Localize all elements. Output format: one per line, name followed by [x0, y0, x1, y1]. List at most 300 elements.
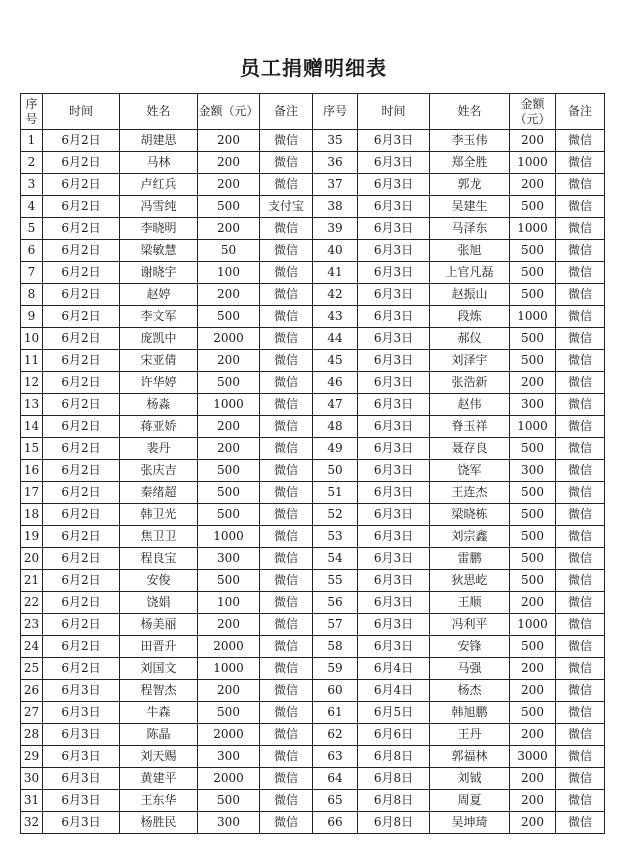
cell-name: 谢晓宇: [120, 262, 198, 284]
cell-time: 6月3日: [358, 218, 430, 240]
cell-amount: 200: [510, 174, 556, 196]
cell-time: 6月3日: [358, 152, 430, 174]
cell-seq: 47: [313, 394, 358, 416]
cell-time: 6月3日: [358, 350, 430, 372]
cell-seq: 12: [21, 372, 43, 394]
cell-note: 微信: [260, 262, 313, 284]
cell-name: 张浩新: [430, 372, 510, 394]
cell-note: 微信: [556, 284, 605, 306]
cell-time: 6月3日: [358, 130, 430, 152]
cell-seq: 35: [313, 130, 358, 152]
cell-time: 6月3日: [358, 196, 430, 218]
table-row: [21, 526, 605, 548]
cell-name: 饶军: [430, 460, 510, 482]
cell-time: 6月3日: [358, 460, 430, 482]
cell-note: 微信: [556, 548, 605, 570]
cell-time: 6月3日: [43, 790, 120, 812]
cell-name: 脊玉祥: [430, 416, 510, 438]
cell-name: 张旭: [430, 240, 510, 262]
table-row: [21, 504, 605, 526]
cell-note: 微信: [260, 746, 313, 768]
cell-name: 上官凡磊: [430, 262, 510, 284]
cell-time: 6月3日: [43, 702, 120, 724]
cell-time: 6月2日: [43, 592, 120, 614]
cell-seq: 11: [21, 350, 43, 372]
cell-note: 微信: [556, 306, 605, 328]
cell-note: 微信: [260, 218, 313, 240]
cell-name: 狄思屹: [430, 570, 510, 592]
cell-time: 6月3日: [358, 174, 430, 196]
cell-amount: 500: [198, 702, 260, 724]
cell-amount: 300: [510, 394, 556, 416]
cell-time: 6月2日: [43, 240, 120, 262]
cell-amount: 200: [198, 416, 260, 438]
cell-note: 微信: [260, 504, 313, 526]
header-name: 姓名: [120, 94, 198, 130]
cell-name: 郭福林: [430, 746, 510, 768]
cell-note: 微信: [260, 724, 313, 746]
cell-name: 马泽东: [430, 218, 510, 240]
cell-seq: 52: [313, 504, 358, 526]
cell-name: 安锋: [430, 636, 510, 658]
cell-seq: 53: [313, 526, 358, 548]
cell-seq: 19: [21, 526, 43, 548]
cell-time: 6月2日: [43, 218, 120, 240]
cell-note: 微信: [556, 658, 605, 680]
cell-amount: 200: [198, 680, 260, 702]
cell-seq: 7: [21, 262, 43, 284]
cell-amount: 100: [198, 262, 260, 284]
cell-seq: 14: [21, 416, 43, 438]
cell-seq: 1: [21, 130, 43, 152]
cell-amount: 200: [510, 680, 556, 702]
cell-note: 微信: [556, 262, 605, 284]
cell-seq: 59: [313, 658, 358, 680]
cell-name: 刘宗鑫: [430, 526, 510, 548]
cell-seq: 44: [313, 328, 358, 350]
cell-note: 微信: [556, 240, 605, 262]
cell-seq: 65: [313, 790, 358, 812]
table-row: [21, 746, 605, 768]
cell-time: 6月3日: [358, 570, 430, 592]
cell-note: 微信: [260, 438, 313, 460]
cell-note: 微信: [556, 504, 605, 526]
cell-note: 微信: [556, 152, 605, 174]
cell-note: 支付宝: [260, 196, 313, 218]
cell-amount: 200: [198, 218, 260, 240]
cell-name: 刘泽宇: [430, 350, 510, 372]
cell-time: 6月8日: [358, 768, 430, 790]
cell-time: 6月3日: [43, 680, 120, 702]
cell-name: 陈晶: [120, 724, 198, 746]
cell-time: 6月3日: [358, 636, 430, 658]
cell-time: 6月3日: [358, 482, 430, 504]
cell-time: 6月2日: [43, 284, 120, 306]
header-name-2: 姓名: [430, 94, 510, 130]
cell-note: 微信: [260, 350, 313, 372]
cell-seq: 60: [313, 680, 358, 702]
cell-time: 6月2日: [43, 306, 120, 328]
cell-amount: 300: [198, 548, 260, 570]
cell-seq: 42: [313, 284, 358, 306]
cell-amount: 2000: [198, 724, 260, 746]
cell-time: 6月2日: [43, 152, 120, 174]
cell-note: 微信: [556, 526, 605, 548]
cell-time: 6月8日: [358, 746, 430, 768]
cell-note: 微信: [260, 174, 313, 196]
cell-time: 6月2日: [43, 614, 120, 636]
table-row: [21, 812, 605, 834]
cell-seq: 66: [313, 812, 358, 834]
cell-amount: 500: [198, 306, 260, 328]
cell-name: 梁晓栋: [430, 504, 510, 526]
cell-seq: 23: [21, 614, 43, 636]
cell-seq: 8: [21, 284, 43, 306]
cell-note: 微信: [260, 658, 313, 680]
cell-name: 宋亚倩: [120, 350, 198, 372]
cell-note: 微信: [556, 702, 605, 724]
cell-name: 赵振山: [430, 284, 510, 306]
table-row: [21, 614, 605, 636]
cell-seq: 10: [21, 328, 43, 350]
cell-amount: 300: [510, 460, 556, 482]
cell-seq: 36: [313, 152, 358, 174]
cell-time: 6月2日: [43, 130, 120, 152]
cell-seq: 13: [21, 394, 43, 416]
cell-name: 饶娟: [120, 592, 198, 614]
cell-note: 微信: [260, 768, 313, 790]
cell-note: 微信: [260, 328, 313, 350]
cell-time: 6月3日: [358, 592, 430, 614]
cell-note: 微信: [260, 372, 313, 394]
header-seq: 序号: [21, 94, 43, 130]
cell-name: 刘天赐: [120, 746, 198, 768]
cell-note: 微信: [260, 548, 313, 570]
cell-amount: 500: [510, 526, 556, 548]
cell-note: 微信: [260, 394, 313, 416]
cell-time: 6月3日: [358, 262, 430, 284]
cell-name: 秦绪超: [120, 482, 198, 504]
cell-amount: 2000: [198, 768, 260, 790]
table-row: [21, 262, 605, 284]
cell-amount: 200: [198, 350, 260, 372]
cell-seq: 26: [21, 680, 43, 702]
cell-name: 牛森: [120, 702, 198, 724]
cell-seq: 63: [313, 746, 358, 768]
cell-name: 吴建生: [430, 196, 510, 218]
cell-name: 雷鹏: [430, 548, 510, 570]
cell-amount: 500: [198, 460, 260, 482]
cell-name: 程良宝: [120, 548, 198, 570]
cell-note: 微信: [260, 570, 313, 592]
cell-note: 微信: [260, 592, 313, 614]
cell-seq: 57: [313, 614, 358, 636]
cell-time: 6月2日: [43, 350, 120, 372]
cell-amount: 500: [510, 438, 556, 460]
cell-name: 郝仪: [430, 328, 510, 350]
cell-name: 黄建平: [120, 768, 198, 790]
cell-time: 6月3日: [358, 548, 430, 570]
cell-seq: 46: [313, 372, 358, 394]
cell-time: 6月8日: [358, 812, 430, 834]
cell-name: 王连杰: [430, 482, 510, 504]
cell-time: 6月8日: [358, 790, 430, 812]
cell-note: 微信: [260, 812, 313, 834]
cell-seq: 45: [313, 350, 358, 372]
table-row: [21, 416, 605, 438]
cell-note: 微信: [556, 196, 605, 218]
cell-seq: 5: [21, 218, 43, 240]
table-row: [21, 790, 605, 812]
cell-note: 微信: [260, 526, 313, 548]
cell-name: 吴坤琦: [430, 812, 510, 834]
cell-seq: 17: [21, 482, 43, 504]
header-amount-2: 金额（元）: [510, 94, 556, 130]
table-row: [21, 174, 605, 196]
cell-name: 韩卫光: [120, 504, 198, 526]
cell-time: 6月2日: [43, 174, 120, 196]
cell-seq: 61: [313, 702, 358, 724]
cell-time: 6月3日: [43, 746, 120, 768]
cell-amount: 1000: [510, 306, 556, 328]
cell-note: 微信: [556, 790, 605, 812]
cell-seq: 27: [21, 702, 43, 724]
cell-name: 韩旭鹏: [430, 702, 510, 724]
cell-amount: 500: [510, 262, 556, 284]
cell-time: 6月2日: [43, 570, 120, 592]
cell-amount: 500: [510, 504, 556, 526]
cell-name: 聂存良: [430, 438, 510, 460]
cell-time: 6月2日: [43, 548, 120, 570]
cell-amount: 100: [198, 592, 260, 614]
cell-name: 许华婷: [120, 372, 198, 394]
cell-seq: 43: [313, 306, 358, 328]
cell-amount: 1000: [510, 218, 556, 240]
table-row: [21, 328, 605, 350]
cell-note: 微信: [556, 746, 605, 768]
cell-seq: 30: [21, 768, 43, 790]
cell-amount: 500: [198, 482, 260, 504]
cell-note: 微信: [556, 812, 605, 834]
header-row: [21, 94, 605, 130]
cell-amount: 500: [198, 504, 260, 526]
cell-seq: 2: [21, 152, 43, 174]
cell-seq: 28: [21, 724, 43, 746]
header-seq-2: 序号: [313, 94, 358, 130]
cell-note: 微信: [556, 328, 605, 350]
cell-note: 微信: [556, 174, 605, 196]
cell-name: 李文军: [120, 306, 198, 328]
cell-amount: 1000: [198, 658, 260, 680]
cell-amount: 200: [510, 592, 556, 614]
cell-name: 王丹: [430, 724, 510, 746]
header-note-2: 备注: [556, 94, 605, 130]
cell-seq: 20: [21, 548, 43, 570]
cell-name: 胡建思: [120, 130, 198, 152]
cell-seq: 21: [21, 570, 43, 592]
cell-time: 6月2日: [43, 196, 120, 218]
table-row: [21, 636, 605, 658]
cell-time: 6月3日: [358, 328, 430, 350]
cell-amount: 500: [510, 196, 556, 218]
cell-amount: 2000: [198, 636, 260, 658]
cell-seq: 40: [313, 240, 358, 262]
cell-name: 王东华: [120, 790, 198, 812]
cell-amount: 1000: [510, 416, 556, 438]
cell-amount: 1000: [198, 394, 260, 416]
cell-amount: 200: [198, 130, 260, 152]
cell-name: 程智杰: [120, 680, 198, 702]
cell-time: 6月2日: [43, 262, 120, 284]
cell-time: 6月3日: [43, 812, 120, 834]
cell-seq: 4: [21, 196, 43, 218]
cell-amount: 200: [198, 614, 260, 636]
table-row: [21, 130, 605, 152]
cell-note: 微信: [556, 416, 605, 438]
cell-note: 微信: [556, 438, 605, 460]
cell-seq: 3: [21, 174, 43, 196]
cell-seq: 18: [21, 504, 43, 526]
cell-seq: 41: [313, 262, 358, 284]
cell-note: 微信: [260, 240, 313, 262]
table-row: [21, 394, 605, 416]
table-row: [21, 548, 605, 570]
cell-time: 6月2日: [43, 658, 120, 680]
cell-name: 裴丹: [120, 438, 198, 460]
cell-note: 微信: [260, 482, 313, 504]
cell-name: 冯利平: [430, 614, 510, 636]
cell-time: 6月2日: [43, 526, 120, 548]
cell-note: 微信: [260, 790, 313, 812]
cell-name: 段炼: [430, 306, 510, 328]
cell-note: 微信: [260, 306, 313, 328]
cell-name: 张庆吉: [120, 460, 198, 482]
cell-seq: 31: [21, 790, 43, 812]
cell-time: 6月3日: [358, 416, 430, 438]
cell-time: 6月2日: [43, 438, 120, 460]
cell-seq: 32: [21, 812, 43, 834]
table-row: [21, 482, 605, 504]
cell-time: 6月2日: [43, 636, 120, 658]
cell-amount: 1000: [510, 152, 556, 174]
cell-amount: 300: [198, 746, 260, 768]
cell-note: 微信: [556, 768, 605, 790]
cell-amount: 3000: [510, 746, 556, 768]
cell-amount: 200: [510, 658, 556, 680]
cell-name: 赵伟: [430, 394, 510, 416]
cell-seq: 16: [21, 460, 43, 482]
cell-seq: 9: [21, 306, 43, 328]
cell-seq: 50: [313, 460, 358, 482]
cell-time: 6月3日: [358, 284, 430, 306]
table-row: [21, 284, 605, 306]
cell-note: 微信: [260, 130, 313, 152]
cell-time: 6月3日: [358, 438, 430, 460]
cell-name: 安俊: [120, 570, 198, 592]
cell-seq: 38: [313, 196, 358, 218]
cell-time: 6月3日: [358, 526, 430, 548]
cell-seq: 15: [21, 438, 43, 460]
cell-note: 微信: [556, 350, 605, 372]
table-row: [21, 724, 605, 746]
table-row: [21, 658, 605, 680]
table-body: [21, 130, 605, 834]
page-title: 员工捐赠明细表: [240, 56, 387, 80]
cell-amount: 500: [510, 328, 556, 350]
cell-name: 杨美丽: [120, 614, 198, 636]
cell-time: 6月3日: [358, 306, 430, 328]
cell-seq: 56: [313, 592, 358, 614]
table-row: [21, 680, 605, 702]
table-row: [21, 460, 605, 482]
cell-time: 6月2日: [43, 504, 120, 526]
cell-amount: 500: [510, 482, 556, 504]
cell-note: 微信: [556, 724, 605, 746]
cell-amount: 200: [510, 768, 556, 790]
cell-name: 蒋亚娇: [120, 416, 198, 438]
cell-time: 6月2日: [43, 460, 120, 482]
cell-amount: 500: [510, 702, 556, 724]
cell-note: 微信: [260, 614, 313, 636]
cell-name: 李晓明: [120, 218, 198, 240]
table-row: [21, 306, 605, 328]
cell-amount: 200: [198, 152, 260, 174]
cell-name: 刘国文: [120, 658, 198, 680]
cell-note: 微信: [260, 284, 313, 306]
cell-seq: 37: [313, 174, 358, 196]
cell-seq: 64: [313, 768, 358, 790]
table-row: [21, 152, 605, 174]
cell-note: 微信: [556, 130, 605, 152]
cell-amount: 200: [510, 372, 556, 394]
cell-time: 6月3日: [358, 614, 430, 636]
cell-note: 微信: [260, 152, 313, 174]
table-row: [21, 570, 605, 592]
cell-amount: 500: [198, 372, 260, 394]
cell-time: 6月2日: [43, 416, 120, 438]
cell-note: 微信: [260, 680, 313, 702]
cell-time: 6月3日: [43, 768, 120, 790]
header-amount: 金额（元）: [198, 94, 260, 130]
table-row: [21, 372, 605, 394]
cell-seq: 22: [21, 592, 43, 614]
cell-name: 卢红兵: [120, 174, 198, 196]
table-row: [21, 240, 605, 262]
cell-amount: 500: [510, 636, 556, 658]
cell-note: 微信: [556, 482, 605, 504]
cell-seq: 6: [21, 240, 43, 262]
cell-name: 杨胜民: [120, 812, 198, 834]
cell-time: 6月2日: [43, 372, 120, 394]
cell-note: 微信: [556, 614, 605, 636]
header-note: 备注: [260, 94, 313, 130]
cell-time: 6月3日: [43, 724, 120, 746]
cell-time: 6月4日: [358, 658, 430, 680]
cell-amount: 200: [198, 438, 260, 460]
table-row: [21, 592, 605, 614]
cell-time: 6月2日: [43, 328, 120, 350]
cell-amount: 500: [198, 196, 260, 218]
cell-name: 郑全胜: [430, 152, 510, 174]
cell-time: 6月2日: [43, 394, 120, 416]
cell-seq: 49: [313, 438, 358, 460]
cell-note: 微信: [556, 460, 605, 482]
cell-note: 微信: [556, 592, 605, 614]
cell-name: 赵婷: [120, 284, 198, 306]
table-row: [21, 350, 605, 372]
cell-name: 冯雪纯: [120, 196, 198, 218]
cell-amount: 50: [198, 240, 260, 262]
